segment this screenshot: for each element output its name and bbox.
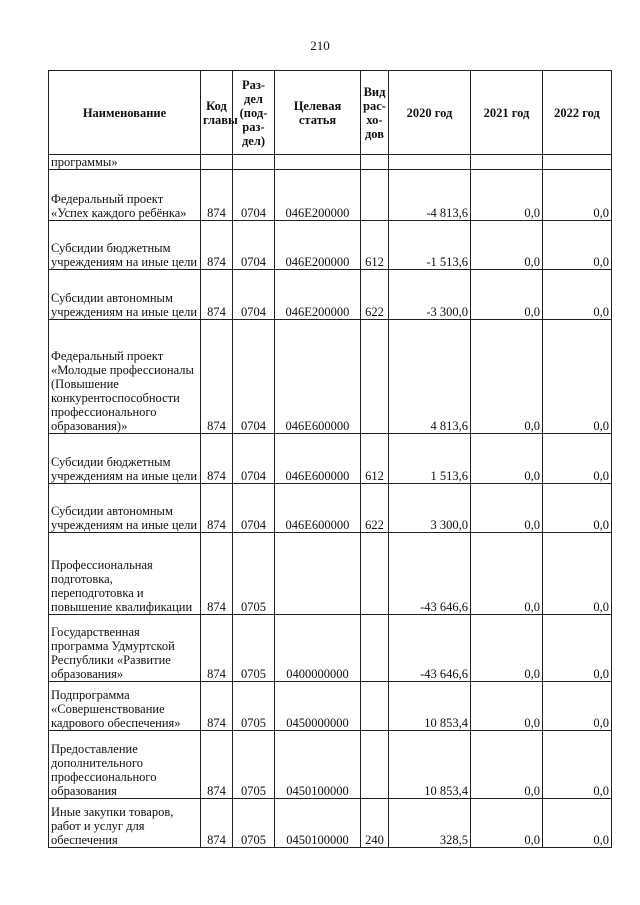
cell-target: 046E200000: [275, 270, 361, 320]
cell-y2020: -3 300,0: [389, 270, 471, 320]
table-row: [49, 533, 612, 615]
table-row: [49, 731, 612, 799]
cell-type: [361, 615, 389, 682]
cell-name: Субсидии автономным учреждениям на иные цели: [49, 270, 201, 320]
cell-name: Подпрограмма «Совершенствование кадрового обеспечения»: [49, 682, 201, 731]
table-row: [49, 682, 612, 731]
cell-section: 0704: [233, 434, 275, 484]
cell-section: 0705: [233, 682, 275, 731]
cell-y2021: 0,0: [471, 320, 543, 434]
cell-code: [201, 155, 233, 170]
cell-y2022: 0,0: [543, 434, 612, 484]
cell-target: [275, 155, 361, 170]
header-row: [49, 71, 612, 155]
cell-y2021: 0,0: [471, 434, 543, 484]
cell-type: 612: [361, 434, 389, 484]
header-section: Раз-дел (под-раз-дел): [233, 71, 275, 155]
cell-target: 046E600000: [275, 484, 361, 533]
cell-y2022: 0,0: [543, 615, 612, 682]
cell-name: Иные закупки товаров, работ и услуг для обеспечения: [49, 799, 201, 848]
cell-section: 0704: [233, 221, 275, 270]
cell-code: 874: [201, 170, 233, 221]
cell-y2022: 0,0: [543, 484, 612, 533]
cell-type: [361, 155, 389, 170]
cell-y2022: 0,0: [543, 731, 612, 799]
table-row: [49, 170, 612, 221]
cell-y2021: 0,0: [471, 731, 543, 799]
cell-section: 0704: [233, 270, 275, 320]
cell-code: 874: [201, 615, 233, 682]
cell-type: [361, 533, 389, 615]
cell-y2020: -1 513,6: [389, 221, 471, 270]
table-row: [49, 799, 612, 848]
cell-code: 874: [201, 221, 233, 270]
cell-section: 0705: [233, 533, 275, 615]
cell-y2020: -4 813,6: [389, 170, 471, 221]
cell-y2022: 0,0: [543, 170, 612, 221]
cell-name: Профессиональная подготовка, переподготовка и повышение квалификации: [49, 533, 201, 615]
cell-y2021: 0,0: [471, 615, 543, 682]
cell-code: 874: [201, 434, 233, 484]
cell-y2022: 0,0: [543, 320, 612, 434]
cell-y2020: 10 853,4: [389, 731, 471, 799]
header-2021: 2021 год: [471, 71, 543, 155]
cell-y2020: 3 300,0: [389, 484, 471, 533]
cell-section: 0705: [233, 615, 275, 682]
cell-y2021: 0,0: [471, 484, 543, 533]
cell-type: 240: [361, 799, 389, 848]
cell-y2021: 0,0: [471, 221, 543, 270]
cell-type: [361, 682, 389, 731]
cell-y2020: 10 853,4: [389, 682, 471, 731]
table-row: [49, 320, 612, 434]
cell-y2022: 0,0: [543, 221, 612, 270]
cell-name: Субсидии бюджетным учреждениям на иные цели: [49, 434, 201, 484]
table-row: [49, 221, 612, 270]
cell-y2020: 328,5: [389, 799, 471, 848]
cell-code: 874: [201, 320, 233, 434]
cell-y2022: 0,0: [543, 270, 612, 320]
cell-target: 046E200000: [275, 221, 361, 270]
cell-target: 046E600000: [275, 320, 361, 434]
cell-type: 622: [361, 484, 389, 533]
cell-code: 874: [201, 484, 233, 533]
cell-y2020: 4 813,6: [389, 320, 471, 434]
cell-y2021: 0,0: [471, 682, 543, 731]
table-row: [49, 270, 612, 320]
cell-target: 0450000000: [275, 682, 361, 731]
cell-y2021: 0,0: [471, 170, 543, 221]
header-2022: 2022 год: [543, 71, 612, 155]
cell-section: 0705: [233, 799, 275, 848]
cell-y2022: 0,0: [543, 799, 612, 848]
cell-section: 0704: [233, 484, 275, 533]
cell-y2021: 0,0: [471, 533, 543, 615]
cell-y2021: 0,0: [471, 270, 543, 320]
cell-section: [233, 155, 275, 170]
cell-code: 874: [201, 731, 233, 799]
cell-code: 874: [201, 270, 233, 320]
cell-y2020: 1 513,6: [389, 434, 471, 484]
cell-code: 874: [201, 799, 233, 848]
cell-section: 0705: [233, 731, 275, 799]
cell-y2020: -43 646,6: [389, 615, 471, 682]
table-row: [49, 155, 612, 170]
cell-name: Федеральный проект «Молодые профессионалы (Повышение конкурентоспособности профессионального образования)»: [49, 320, 201, 434]
cell-code: 874: [201, 682, 233, 731]
cell-name: Субсидии бюджетным учреждениям на иные цели: [49, 221, 201, 270]
cell-name: программы»: [49, 155, 201, 170]
cell-y2021: [471, 155, 543, 170]
cell-section: 0704: [233, 320, 275, 434]
cell-section: 0704: [233, 170, 275, 221]
cell-type: [361, 170, 389, 221]
cell-type: 622: [361, 270, 389, 320]
cell-y2022: 0,0: [543, 533, 612, 615]
cell-type: [361, 731, 389, 799]
budget-table: [48, 70, 612, 848]
cell-name: Субсидии автономным учреждениям на иные цели: [49, 484, 201, 533]
header-2020: 2020 год: [389, 71, 471, 155]
cell-y2021: 0,0: [471, 799, 543, 848]
cell-target: 0450100000: [275, 799, 361, 848]
cell-target: 046E200000: [275, 170, 361, 221]
header-name: Наименование: [49, 71, 201, 155]
table-row: [49, 434, 612, 484]
cell-y2022: [543, 155, 612, 170]
cell-type: [361, 320, 389, 434]
page-number: 210: [310, 38, 330, 53]
cell-y2020: -43 646,6: [389, 533, 471, 615]
table-row: [49, 484, 612, 533]
cell-target: 0450100000: [275, 731, 361, 799]
cell-y2020: [389, 155, 471, 170]
cell-type: 612: [361, 221, 389, 270]
cell-name: Федеральный проект «Успех каждого ребёнка»: [49, 170, 201, 221]
cell-target: 046E600000: [275, 434, 361, 484]
cell-name: Предоставление дополнительного профессионального образования: [49, 731, 201, 799]
cell-target: [275, 533, 361, 615]
table-row: [49, 615, 612, 682]
cell-name: Государственная программа Удмуртской Республики «Развитие образования»: [49, 615, 201, 682]
header-target: Целевая статья: [275, 71, 361, 155]
cell-target: 0400000000: [275, 615, 361, 682]
cell-code: 874: [201, 533, 233, 615]
header-type: Вид рас-хо-дов: [361, 71, 389, 155]
cell-y2022: 0,0: [543, 682, 612, 731]
header-code: Код главы: [201, 71, 233, 155]
